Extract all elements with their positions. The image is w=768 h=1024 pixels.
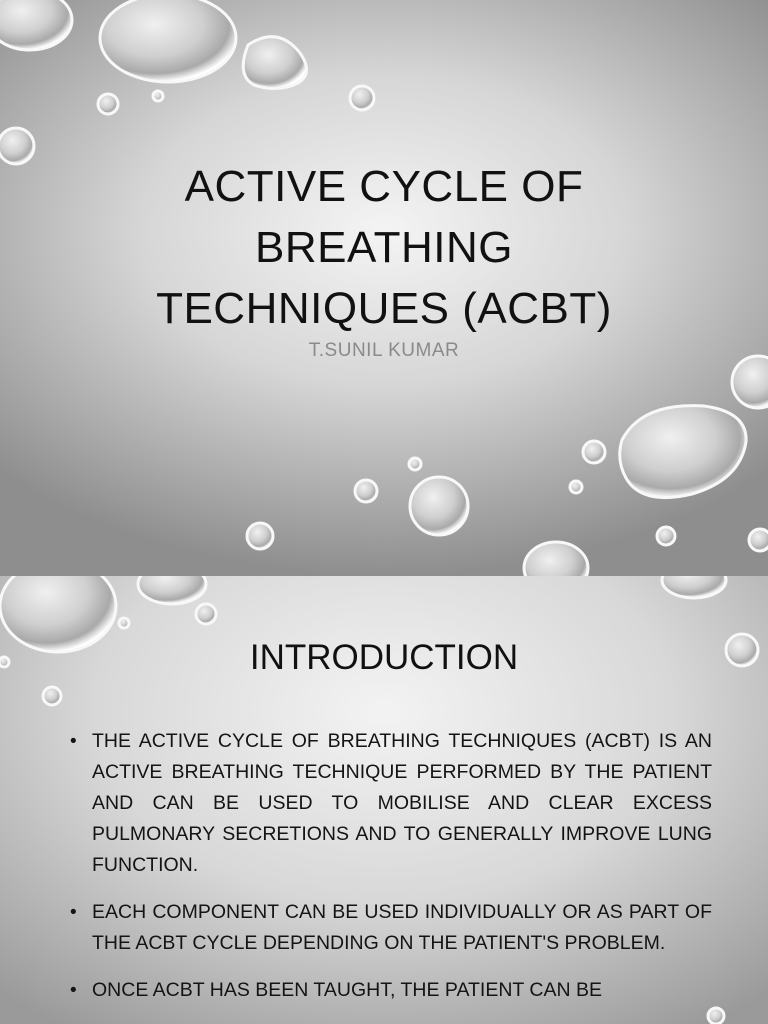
droplet [119,618,129,628]
bullet-text: THE ACTIVE CYCLE OF BREATHING TECHNIQUES (ACBT) IS AN ACTIVE BREATHING TECHNIQUE PERFORMED BY THE PATIENT AND CAN BE USED TO MOBILISE AND CLEAR EXCESS PULMONARY SECRETIONS AND TO GENERALLY IMPROVE LUNG FUNCTION. [92,730,712,876]
bullet-text: EACH COMPONENT CAN BE USED INDIVIDUALLY OR AS PART OF THE ACBT CYCLE DEPENDING ON THE PATIENT'S PROBLEM. [92,901,712,954]
droplet [583,441,605,463]
droplet [657,527,675,545]
droplet [410,477,468,535]
slide-title [0,156,768,339]
bullet-item [70,975,712,1006]
droplet [138,576,206,604]
title-line: ACTIVE CYCLE OF [184,162,584,211]
droplet [153,91,163,101]
droplet [620,406,746,498]
bullet-list [70,726,712,1022]
slide-heading: INTRODUCTION [249,638,519,677]
droplet [247,523,273,549]
droplet [43,687,61,705]
droplet [662,576,726,598]
droplet [570,481,582,493]
droplet [350,86,374,110]
droplet [196,604,216,624]
bullet-icon: • [70,731,77,752]
droplet [524,542,588,576]
droplet [243,37,306,89]
droplet [409,458,421,470]
bullet-icon: • [70,980,77,1001]
bullet-item [70,897,712,959]
droplet [100,0,236,82]
bullet-icon: • [70,902,77,923]
droplet [749,529,768,551]
droplet [0,0,72,50]
title-line: BREATHING [255,223,513,272]
droplet [98,94,118,114]
author-name: T.SUNIL KUMAR [308,340,460,361]
droplet [732,356,768,408]
bullet-item [70,726,712,881]
droplet [355,480,377,502]
bullet-text: ONCE ACBT HAS BEEN TAUGHT, THE PATIENT CAN BE [92,979,602,1001]
introduction-slide [0,576,768,1024]
title-line: TECHNIQUES (ACBT) [156,284,612,333]
